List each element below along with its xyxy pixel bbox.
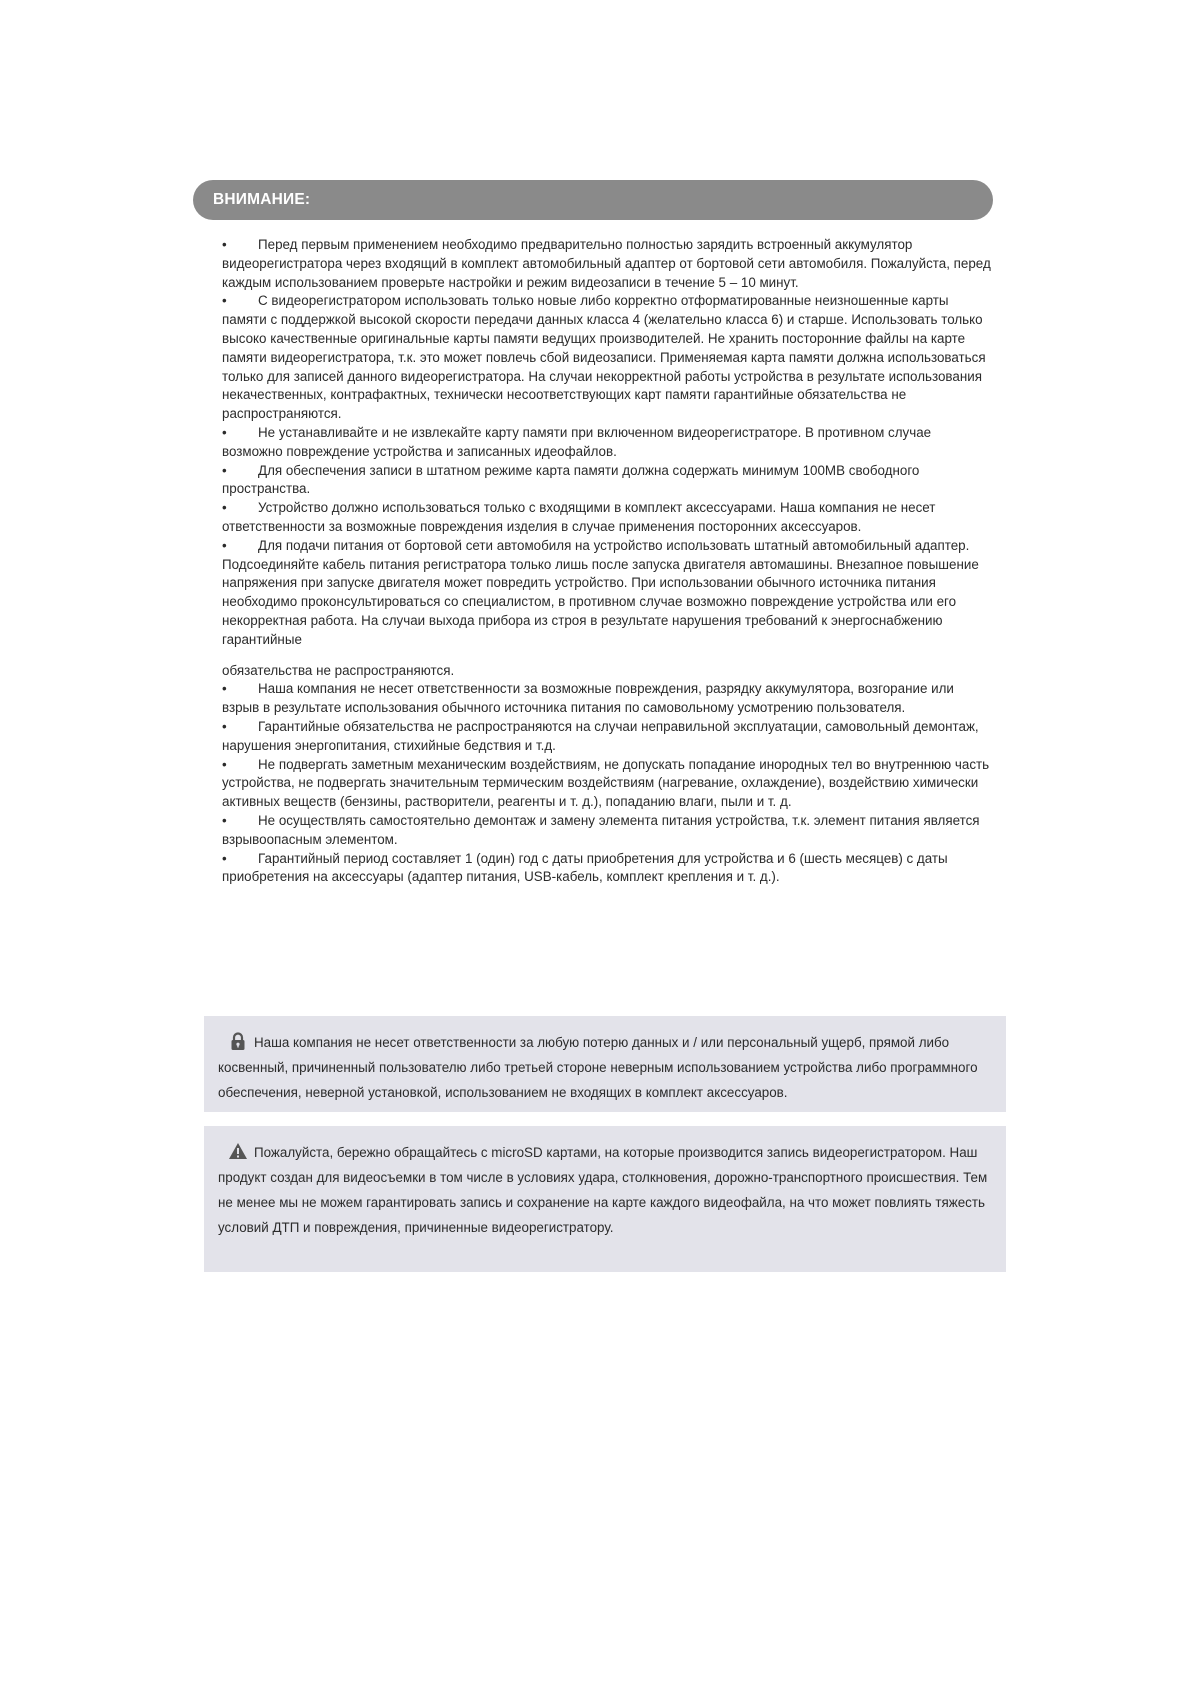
microsd-warning-notice bbox=[204, 1126, 1006, 1272]
bullet-marker: • bbox=[222, 681, 227, 697]
bullet-marker: • bbox=[222, 500, 227, 516]
attention-title: ВНИМАНИЕ: bbox=[213, 191, 311, 208]
bullet-marker: • bbox=[222, 756, 227, 772]
bullet-marker: • bbox=[222, 850, 227, 866]
warnings-list bbox=[222, 236, 994, 887]
list-item: • Наша компания не несет ответственности за возможные повреждения, разрядку аккумулятора, возгорание или взрыв в результате использования обычного источника питания по самовольному усмотрению пользователя. bbox=[222, 681, 954, 716]
warning-icon bbox=[228, 1141, 248, 1161]
microsd-warning-text: Пожалуйста, бережно обращайтесь с microSD картами, на которые производится запись видеорегистратором. Наш продукт создан для видеосъемки в том числе в условиях удара, столкновения, дорожно-транспортного происшествия. Тем не менее мы не можем гарантировать запись и сохранение на карте каждого видеофайла, на что может повлиять тяжесть условий ДТП и повреждения, причиненные видеорегистратору. bbox=[218, 1145, 988, 1235]
list-item: • Гарантийные обязательства не распространяются на случаи неправильной эксплуатации, самовольный демонтаж, нарушения энергопитания, стихийные бедствия и т.д. bbox=[222, 718, 979, 753]
bullet-marker: • bbox=[222, 424, 227, 440]
list-item: • Гарантийный период составляет 1 (один) год с даты приобретения для устройства и 6 (шесть месяцев) с даты приобретения на аксессуары (адаптер питания, USB-кабель, комплект крепления и т. д.). bbox=[222, 850, 948, 885]
data-loss-notice-text: Наша компания не несет ответственности за любую потерю данных и / или персональный ущерб, прямой либо косвенный, причиненный пользователю либо третьей стороне неверным использованием устройства либо программного обеспечения, неверной установкой, использованием не входящих в комплект аксессуаров. bbox=[218, 1035, 978, 1100]
list-item: • Для обеспечения записи в штатном режиме карта памяти должна содержать минимум 100МВ свободного пространства. bbox=[222, 462, 920, 497]
list-item: • Для подачи питания от бортовой сети автомобиля на устройство использовать штатный автомобильный адаптер. Подсоединяйте кабель питания регистратора только лишь после запуска двигателя автомашины. Внезапное повышение напряжения при запуске двигателя может повредить устройство. При использовании обычного источника питания необходимо проконсультироваться со специалистом, в противном случае возможно повреждение устройства или его некорректная работа. На случаи выхода прибора из строя в результате нарушения требований к энергоснабжению гарантийные bbox=[222, 537, 979, 647]
list-item: • Устройство должно использоваться только с входящими в комплект аксессуарами. Наша компания не несет ответственности за возможные повреждения изделия в случае применения посторонних аксессуаров. bbox=[222, 500, 936, 534]
list-item: • С видеорегистратором использовать только новые либо корректно отформатированные неизношенные карты памяти с поддержкой высокой скорости передачи данных класса 4 (желательно класса 6) и старше. Использовать только высоко качественные оригинальные карты памяти ведущих производителей. Не хранить посторонние файлы на карте памяти видеорегистратора, т.к. это может повлечь сбой видеозаписи. Применяемая карта памяти должна использоваться только для записей данного видеорегистратора. На случаи некорректной работы устройства в результате использования некачественных, контрафактных, технически несоответствующих карт памяти гарантийные обязательства не распространяются. bbox=[222, 293, 986, 422]
bullet-marker: • bbox=[222, 537, 227, 553]
list-item-continuation: обязательства не распространяются. bbox=[222, 662, 455, 678]
bullet-marker: • bbox=[222, 462, 227, 478]
bullet-marker: • bbox=[222, 293, 227, 309]
bullet-marker: • bbox=[222, 812, 227, 828]
list-item: • Не устанавливайте и не извлекайте карту памяти при включенном видеорегистраторе. В противном случае возможно повреждение устройства и записанных идеофайлов. bbox=[222, 424, 932, 459]
list-item: • Перед первым применением необходимо предварительно полностью зарядить встроенный аккумулятор видеорегистратора через входящий в комплект автомобильный адаптер от бортовой сети автомобиля. Пожалуйста, перед каждым использованием проверьте настройки и режим видеозаписи в течение 5 – 10 минут. bbox=[222, 237, 991, 290]
lock-icon bbox=[228, 1031, 248, 1051]
attention-header bbox=[193, 180, 993, 220]
data-loss-notice bbox=[204, 1016, 1006, 1112]
bullet-marker: • bbox=[222, 718, 227, 734]
bullet-marker: • bbox=[222, 237, 227, 252]
list-item: • Не осуществлять самостоятельно демонтаж и замену элемента питания устройства, т.к. элемент питания является взрывоопасным элементом. bbox=[222, 812, 980, 847]
list-item: • Не подвергать заметным механическим воздействиям, не допускать попадание инородных тел во внутреннюю часть устройства, не подвергать значительным термическим воздействиям (нагревание, охлаждение), воздействию химически активных веществ (бензины, растворители, реагенты и т. д.), попаданию влаги, пыли и т. д. bbox=[222, 756, 990, 810]
